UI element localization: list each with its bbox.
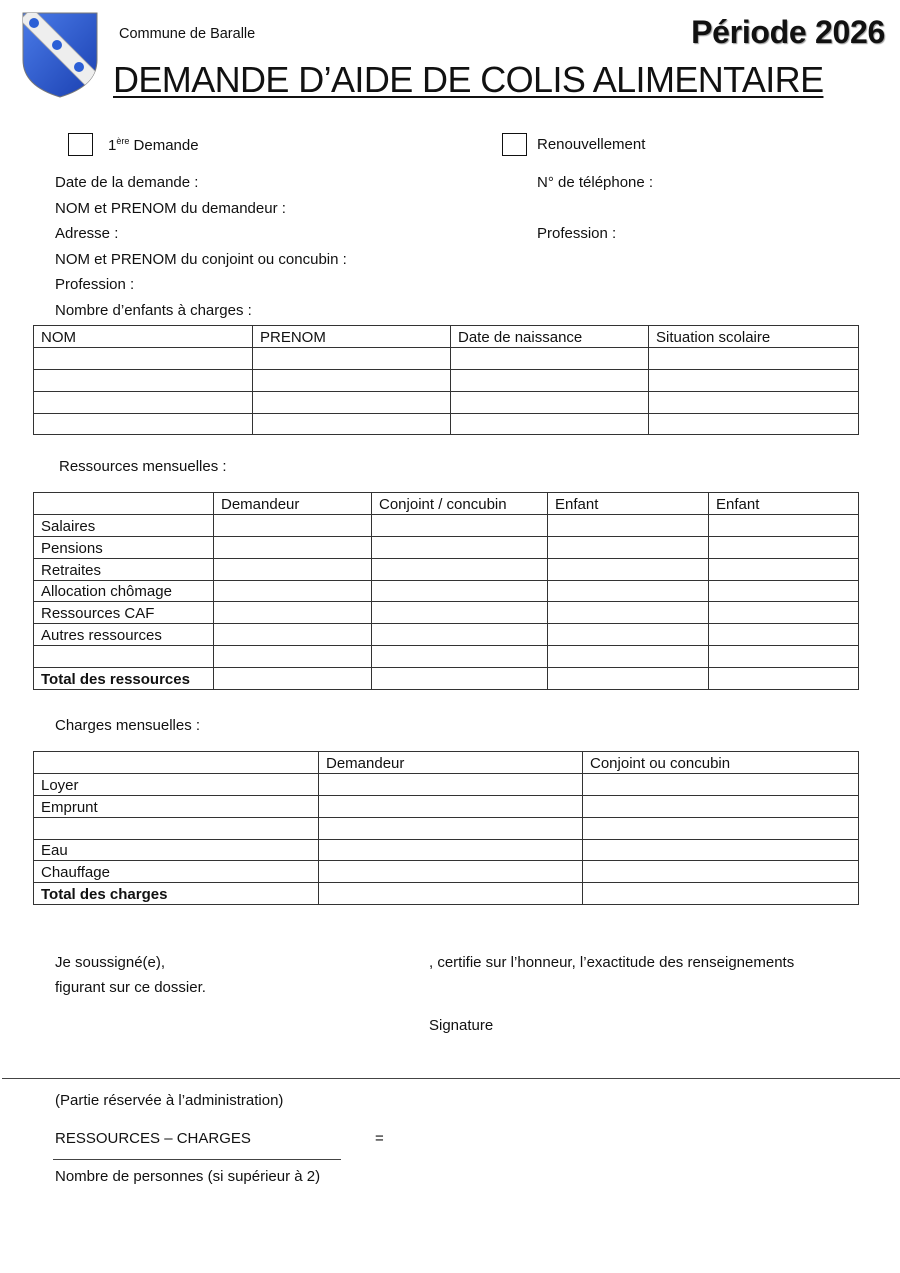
input-cell[interactable] — [583, 773, 859, 795]
column-header: Date de naissance — [451, 326, 649, 348]
charges-label: Charges mensuelles : — [55, 717, 201, 734]
phone-field-label: N° de téléphone : — [537, 174, 654, 191]
row-label: Retraites — [34, 558, 214, 580]
formula-numerator: RESSOURCES – CHARGES — [55, 1130, 251, 1147]
input-cell[interactable] — [372, 580, 548, 602]
column-header: Enfant — [709, 493, 859, 515]
period-label: Période 2026 — [691, 14, 885, 50]
input-cell[interactable] — [709, 558, 859, 580]
resources-label: Ressources mensuelles : — [59, 458, 227, 475]
fraction-bar — [53, 1159, 341, 1160]
table-row — [34, 413, 859, 435]
input-cell[interactable] — [709, 602, 859, 624]
input-cell[interactable] — [451, 347, 649, 369]
input-cell[interactable] — [253, 369, 451, 391]
input-cell[interactable] — [372, 668, 548, 690]
input-cell[interactable] — [709, 536, 859, 558]
input-cell[interactable] — [253, 413, 451, 435]
table-row — [34, 817, 859, 839]
input-cell[interactable] — [649, 347, 859, 369]
name-field-label: NOM et PRENOM du demandeur : — [55, 200, 286, 217]
input-cell[interactable] — [214, 558, 372, 580]
table-row — [34, 536, 859, 558]
attestation-certify: , certifie sur l’honneur, l’exactitude des renseignements — [429, 954, 795, 971]
input-cell[interactable] — [649, 413, 859, 435]
renewal-label: Renouvellement — [537, 136, 646, 153]
table-row — [34, 646, 859, 668]
input-cell[interactable] — [214, 536, 372, 558]
table-row — [34, 624, 859, 646]
column-header: Enfant — [548, 493, 709, 515]
input-cell[interactable] — [583, 795, 859, 817]
input-cell[interactable] — [548, 580, 709, 602]
children-count-field-label: Nombre d’enfants à charges : — [55, 302, 252, 319]
table-row — [34, 369, 859, 391]
header-row — [34, 326, 859, 348]
input-cell[interactable] — [583, 839, 859, 861]
profession-field-label: Profession : — [537, 225, 617, 242]
input-cell[interactable] — [372, 536, 548, 558]
input-cell[interactable] — [548, 536, 709, 558]
commune-name: Commune de Baralle — [119, 26, 256, 42]
column-header: Conjoint / concubin — [372, 493, 548, 515]
row-label: Emprunt — [34, 795, 319, 817]
total-label: Total des ressources — [34, 668, 214, 690]
input-cell[interactable] — [214, 514, 372, 536]
resources-table — [33, 492, 859, 690]
input-cell[interactable] — [214, 602, 372, 624]
column-header: PRENOM — [253, 326, 451, 348]
input-cell[interactable] — [214, 624, 372, 646]
input-cell[interactable] — [34, 413, 253, 435]
header-row — [34, 493, 859, 515]
column-header: Situation scolaire — [649, 326, 859, 348]
table-row — [34, 347, 859, 369]
row-label: Chauffage — [34, 861, 319, 883]
input-cell[interactable] — [34, 347, 253, 369]
address-field-label: Adresse : — [55, 225, 119, 242]
input-cell[interactable] — [372, 646, 548, 668]
input-cell[interactable] — [214, 646, 372, 668]
table-row — [34, 558, 859, 580]
input-cell[interactable] — [709, 646, 859, 668]
input-cell[interactable] — [319, 861, 583, 883]
input-cell[interactable] — [583, 883, 859, 905]
table-row — [34, 861, 859, 883]
input-cell[interactable] — [319, 773, 583, 795]
attestation-end: figurant sur ce dossier. — [55, 979, 206, 996]
input-cell[interactable] — [451, 369, 649, 391]
row-label: Ressources CAF — [34, 602, 214, 624]
row-label: Autres ressources — [34, 624, 214, 646]
partner-name-field-label: NOM et PRENOM du conjoint ou concubin : — [55, 251, 347, 268]
input-cell[interactable] — [709, 668, 859, 690]
input-cell[interactable] — [34, 369, 253, 391]
admin-section-label: (Partie réservée à l’administration) — [55, 1092, 284, 1109]
total-row — [34, 883, 859, 905]
children-table — [33, 325, 859, 435]
first-request-label: 1ère Demande — [108, 136, 199, 154]
input-cell[interactable] — [319, 817, 583, 839]
row-label: Pensions — [34, 536, 214, 558]
input-cell[interactable] — [583, 861, 859, 883]
input-cell[interactable] — [34, 493, 214, 515]
column-header: Demandeur — [319, 752, 583, 774]
coat-of-arms-logo — [22, 12, 98, 98]
input-cell[interactable] — [319, 839, 583, 861]
row-label: Salaires — [34, 514, 214, 536]
input-cell[interactable] — [649, 391, 859, 413]
date-field-label: Date de la demande : — [55, 174, 199, 191]
input-cell[interactable] — [548, 514, 709, 536]
input-cell[interactable] — [34, 752, 319, 774]
input-cell[interactable] — [253, 391, 451, 413]
attestation-start: Je soussigné(e), — [55, 954, 166, 971]
header-row — [34, 752, 859, 774]
input-cell[interactable] — [34, 391, 253, 413]
partner-profession-field-label: Profession : — [55, 276, 135, 293]
renewal-checkbox[interactable] — [502, 133, 527, 156]
table-row — [34, 773, 859, 795]
input-cell[interactable] — [372, 624, 548, 646]
input-cell[interactable] — [372, 514, 548, 536]
input-cell[interactable] — [214, 668, 372, 690]
input-cell[interactable] — [34, 646, 214, 668]
input-cell[interactable] — [649, 369, 859, 391]
row-label: Allocation chômage — [34, 580, 214, 602]
input-cell[interactable] — [548, 624, 709, 646]
input-cell[interactable] — [372, 602, 548, 624]
input-cell[interactable] — [548, 602, 709, 624]
input-cell[interactable] — [709, 580, 859, 602]
formula-equals: = — [375, 1130, 384, 1147]
charges-table — [33, 751, 859, 905]
input-cell[interactable] — [319, 795, 583, 817]
input-cell[interactable] — [372, 558, 548, 580]
first-request-checkbox[interactable] — [68, 133, 93, 156]
column-header: Demandeur — [214, 493, 372, 515]
column-header: Conjoint ou concubin — [583, 752, 859, 774]
input-cell[interactable] — [319, 883, 583, 905]
table-row — [34, 839, 859, 861]
table-row — [34, 580, 859, 602]
input-cell[interactable] — [709, 514, 859, 536]
input-cell[interactable] — [709, 624, 859, 646]
input-cell[interactable] — [214, 580, 372, 602]
table-row — [34, 602, 859, 624]
table-row — [34, 391, 859, 413]
row-label: Eau — [34, 839, 319, 861]
input-cell[interactable] — [548, 668, 709, 690]
input-cell[interactable] — [34, 817, 319, 839]
row-label: Loyer — [34, 773, 319, 795]
input-cell[interactable] — [451, 413, 649, 435]
input-cell[interactable] — [583, 817, 859, 839]
form-title: DEMANDE D’AIDE DE COLIS ALIMENTAIRE — [113, 59, 824, 100]
input-cell[interactable] — [548, 646, 709, 668]
column-header: NOM — [34, 326, 253, 348]
input-cell[interactable] — [451, 391, 649, 413]
input-cell[interactable] — [253, 347, 451, 369]
total-label: Total des charges — [34, 883, 319, 905]
formula-denominator: Nombre de personnes (si supérieur à 2) — [55, 1168, 321, 1185]
table-row — [34, 514, 859, 536]
admin-divider — [2, 1078, 900, 1079]
input-cell[interactable] — [548, 558, 709, 580]
total-row — [34, 668, 859, 690]
table-row — [34, 795, 859, 817]
signature-label: Signature — [429, 1017, 494, 1034]
